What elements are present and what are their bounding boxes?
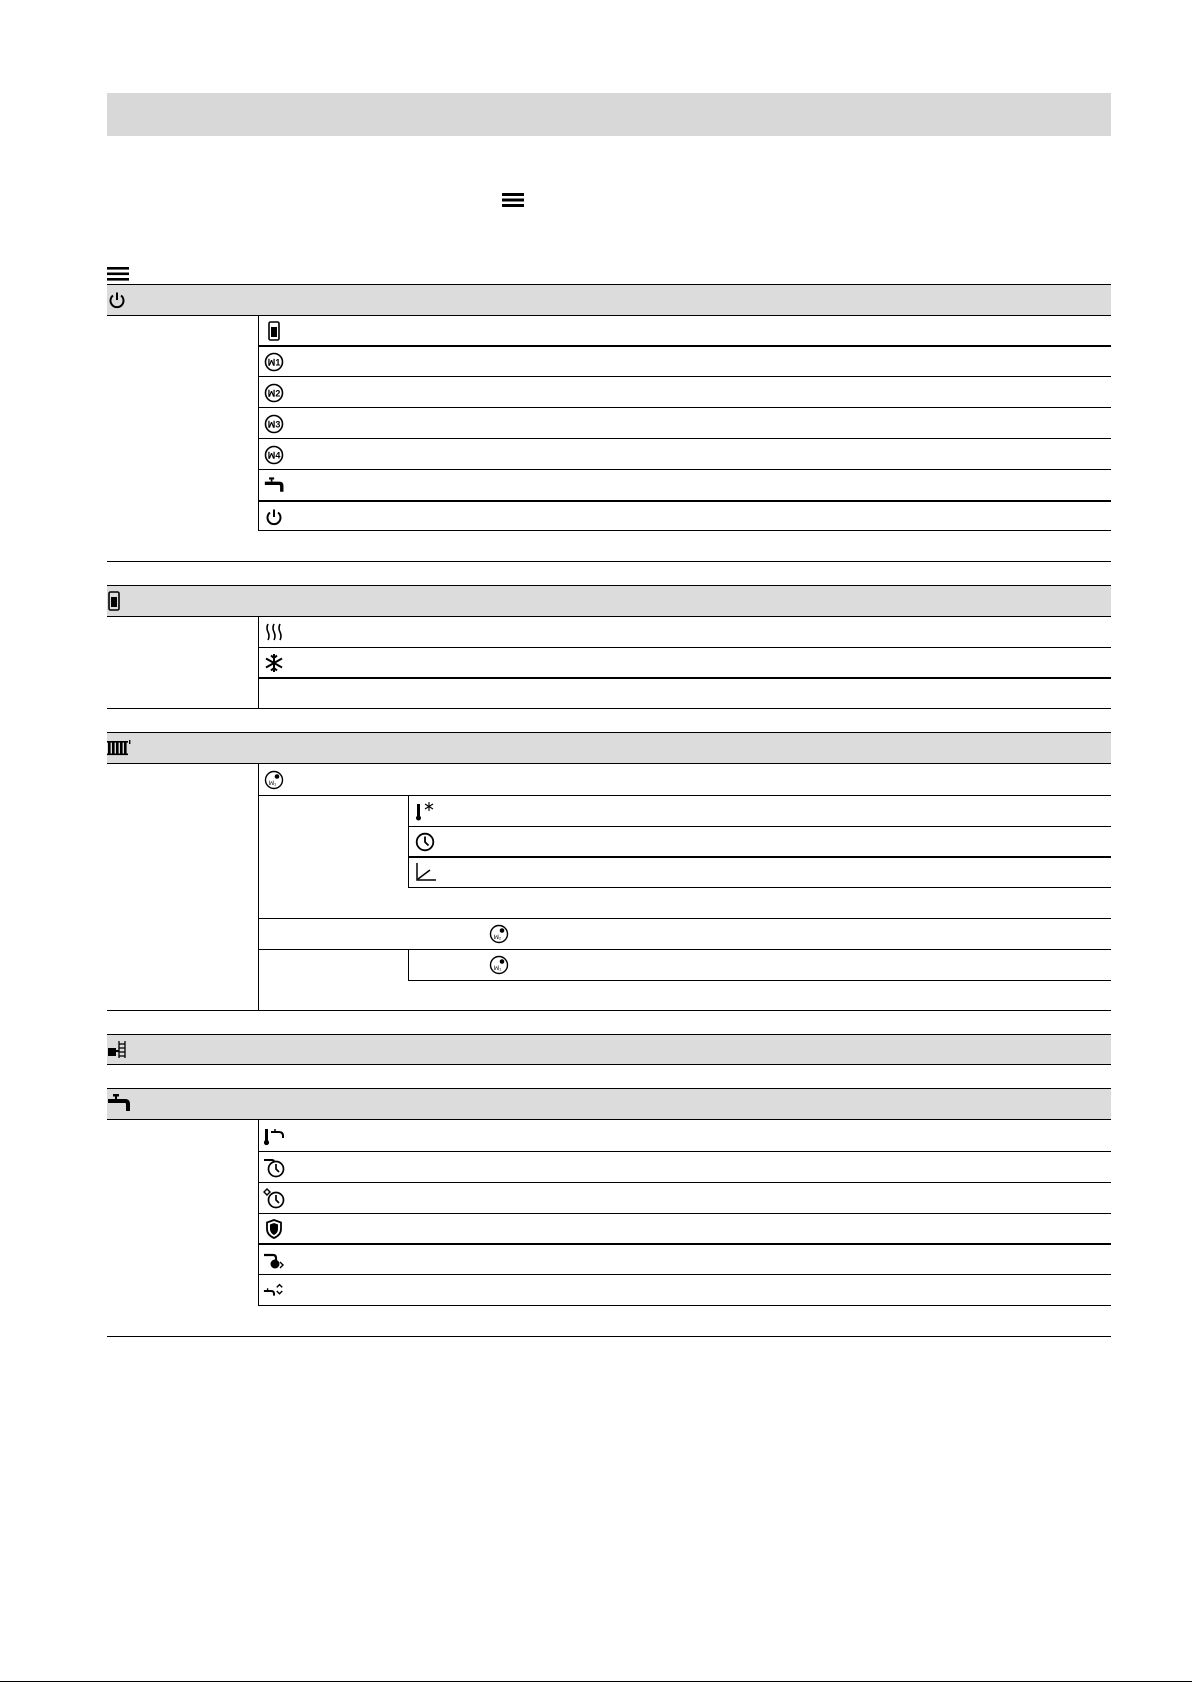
power-icon — [106, 289, 128, 311]
protection-icon[interactable] — [263, 1218, 285, 1240]
header-bar — [107, 93, 1111, 136]
heat-source-icon — [107, 1038, 131, 1060]
circuit-badge-2-icon[interactable] — [488, 923, 510, 945]
section-hot-water-header[interactable] — [107, 1088, 1111, 1120]
circuit-3-icon[interactable] — [263, 413, 285, 435]
section-heating-circuits-header[interactable] — [107, 732, 1111, 764]
section-system-header[interactable] — [107, 1034, 1111, 1065]
tap-once-icon[interactable] — [263, 1249, 285, 1271]
svg-text:ꟽ4: ꟽ4 — [267, 450, 281, 461]
svg-text:ꟽ₁: ꟽ₁ — [268, 781, 277, 787]
section-mode-header[interactable] — [107, 585, 1111, 617]
tap-icon[interactable] — [264, 474, 286, 496]
tap-adjust-icon[interactable] — [263, 1280, 285, 1302]
cooling-icon[interactable] — [263, 652, 285, 674]
power-icon[interactable] — [263, 506, 285, 528]
circuit-badge-1-icon[interactable] — [488, 954, 510, 976]
thermometer-frost-icon[interactable] — [414, 800, 436, 822]
heating-icon[interactable] — [263, 621, 285, 643]
svg-text:ꟽ₂: ꟽ₂ — [493, 935, 502, 941]
svg-text:ꟽ1: ꟽ1 — [267, 357, 281, 368]
svg-text:ꟽ3: ꟽ3 — [267, 419, 281, 430]
page-bottom-rule — [0, 1681, 1192, 1682]
radiator-icon — [107, 737, 133, 759]
tap-timer-icon[interactable] — [263, 1156, 285, 1178]
circulation-timer-icon[interactable] — [263, 1187, 285, 1209]
heating-curve-icon[interactable] — [415, 861, 437, 883]
tap-thermometer-icon[interactable] — [263, 1125, 285, 1147]
menu-root-icon[interactable] — [107, 263, 129, 285]
svg-text:ꟽ2: ꟽ2 — [267, 388, 281, 399]
circuit-4-icon[interactable] — [263, 444, 285, 466]
tap-icon — [107, 1092, 133, 1114]
zone-icon — [103, 590, 125, 612]
section-on-off-header[interactable] — [107, 284, 1111, 316]
clock-icon[interactable] — [414, 831, 436, 853]
svg-text:ꟽ₁: ꟽ₁ — [493, 966, 502, 972]
circuit-2-icon[interactable] — [263, 382, 285, 404]
menu-icon[interactable] — [502, 189, 524, 211]
zone-icon[interactable] — [263, 320, 285, 342]
circuit-badge-icon[interactable] — [263, 769, 285, 791]
circuit-1-icon[interactable] — [263, 351, 285, 373]
